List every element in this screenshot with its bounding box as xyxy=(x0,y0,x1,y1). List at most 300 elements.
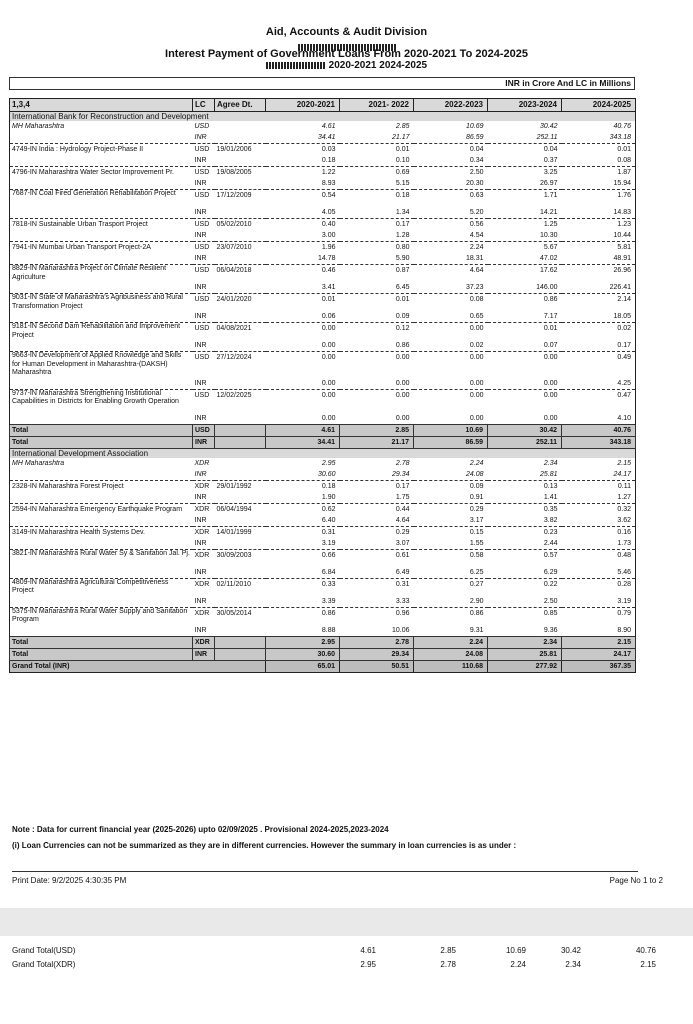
loan-currency-value: 0.86 xyxy=(321,609,336,617)
currency-code: USD xyxy=(194,146,210,153)
loan-currency-value: 0.00 xyxy=(543,391,558,399)
inr-value: 0.86 xyxy=(340,340,414,352)
total-value: 30.60 xyxy=(266,648,340,660)
loan-currency-value: 2.78 xyxy=(395,459,410,467)
currency-code: USD xyxy=(194,192,210,199)
total-value: 2.24 xyxy=(414,636,488,648)
currency-code: USD xyxy=(194,244,210,251)
currency-code: XDR xyxy=(194,528,210,536)
inr-value: 0.00 xyxy=(414,413,488,425)
agreement-date: 23/07/2010 xyxy=(216,244,252,251)
loan-description: 7687-IN Coal Fired Generation Rehabilitation Project xyxy=(10,190,193,208)
agreement-date: 17/12/2009 xyxy=(216,192,252,199)
spacer xyxy=(10,469,193,481)
loan-currency-value: 0.79 xyxy=(562,607,636,625)
loan-currency-value: 0.35 xyxy=(543,505,558,513)
agreement-date: 04/08/2021 xyxy=(216,325,252,332)
total-row-inr xyxy=(10,436,636,448)
currency-code: INR xyxy=(193,207,215,219)
currency-code: INR xyxy=(193,230,215,242)
loan-row-inr xyxy=(10,155,636,167)
agreement-date: 19/01/2006 xyxy=(216,146,252,153)
inr-value: 0.07 xyxy=(488,340,562,352)
loan-row-inr xyxy=(10,596,636,608)
loan-row xyxy=(10,480,636,492)
loan-currency-value: 0.00 xyxy=(543,354,558,361)
loan-currency-value: 0.03 xyxy=(321,146,336,153)
grand-total-xdr-value: 2.95 xyxy=(360,960,376,969)
loan-description: 7818-IN Sustainable Urban Trasport Project xyxy=(10,219,193,231)
loan-currency-value: 0.27 xyxy=(469,580,484,588)
currency-code: INR xyxy=(193,515,215,527)
total-value: 40.76 xyxy=(562,424,636,436)
agreement-date: 06/04/2018 xyxy=(216,267,252,274)
loan-row xyxy=(10,323,636,341)
inr-value: 1.28 xyxy=(340,230,414,242)
currency-code: USD xyxy=(194,267,210,274)
loan-description: 7941-IN Mumbai Urban Transport Project-2A xyxy=(10,242,193,254)
loan-currency-value: 0.46 xyxy=(321,267,336,274)
loan-currency-value: 0.12 xyxy=(395,325,410,332)
currency-code: XDR xyxy=(194,551,210,559)
currency-code: USD xyxy=(194,354,210,361)
agreement-date xyxy=(215,155,266,167)
loan-row xyxy=(10,503,636,515)
loan-currency-value: 0.04 xyxy=(543,146,558,153)
inr-value: 6.25 xyxy=(414,567,488,579)
agreement-date xyxy=(215,458,266,469)
total-value: 24.17 xyxy=(562,648,636,660)
column-header: 1,3,4 xyxy=(10,99,193,112)
agreement-date: 24/01/2020 xyxy=(216,296,252,303)
loan-currency-value: 0.01 xyxy=(321,296,336,303)
summary-name: MH Maharashtra xyxy=(10,458,193,469)
agreement-date: 05/02/2010 xyxy=(216,221,252,228)
spacer xyxy=(10,178,193,190)
inr-value: 14.78 xyxy=(266,253,340,265)
inr-value: 6.84 xyxy=(266,567,340,579)
inr-value: 1.27 xyxy=(562,492,636,504)
inr-value: 0.10 xyxy=(340,155,414,167)
loan-currency-value: 0.01 xyxy=(395,146,410,153)
spacer xyxy=(215,636,266,648)
currency-code: XDR xyxy=(194,505,210,513)
loan-currency-value: 0.00 xyxy=(321,354,336,361)
inr-value: 4.10 xyxy=(562,413,636,425)
spacer xyxy=(10,378,193,390)
inr-value: 0.06 xyxy=(266,311,340,323)
inr-value: 3.39 xyxy=(266,596,340,608)
inr-value: 24.17 xyxy=(562,469,636,481)
currency-code: INR xyxy=(193,311,215,323)
loan-description: 9031-IN State of Maharashtra's Agribusiness and Rural Transformation Project xyxy=(10,294,193,312)
grand-total-value: 277.92 xyxy=(488,660,562,672)
loan-currency-value: 2.34 xyxy=(543,459,558,467)
inr-value: 48.91 xyxy=(562,253,636,265)
loan-currency-value: 2.95 xyxy=(321,459,336,467)
column-header: 2021- 2022 xyxy=(340,99,414,112)
section-title: International Development Association xyxy=(10,448,636,458)
section-header xyxy=(10,448,636,458)
section-header xyxy=(10,112,636,122)
loan-currency-value: 0.00 xyxy=(469,325,484,332)
inr-value: 3.00 xyxy=(266,230,340,242)
loan-currency-value: 0.18 xyxy=(321,482,336,490)
spacer xyxy=(10,253,193,265)
inr-value: 3.33 xyxy=(340,596,414,608)
total-value: 29.34 xyxy=(340,648,414,660)
agreement-date xyxy=(215,132,266,144)
loan-currency-value: 10.69 xyxy=(465,123,484,130)
grand-total-usd-value: 2.85 xyxy=(440,946,456,955)
loan-currency-value: 40.76 xyxy=(562,121,636,132)
loan-currency-value: 0.66 xyxy=(321,551,336,559)
loan-currency-value: 0.32 xyxy=(562,503,636,515)
inr-value: 34.41 xyxy=(266,132,340,144)
loan-currency-value: 0.87 xyxy=(395,267,410,274)
agreement-date xyxy=(215,282,266,294)
loan-currency-value: 1.25 xyxy=(543,221,558,228)
loan-row xyxy=(10,352,636,378)
spacer xyxy=(215,648,266,660)
agreement-date: 27/12/2024 xyxy=(216,354,252,361)
total-label: Total xyxy=(10,436,193,448)
loan-description: 5375-IN Maharashtra Rural Water Supply and Sanitation Program xyxy=(10,607,193,625)
agreement-date xyxy=(215,625,266,637)
note-currencies: (i) Loan Currencies can not be summarized as they are in different currencies. However the summary in loan currencies is as under : xyxy=(12,841,517,850)
agreement-date xyxy=(215,340,266,352)
inr-value: 20.30 xyxy=(414,178,488,190)
loan-row-inr xyxy=(10,413,636,425)
agreement-date xyxy=(215,515,266,527)
inr-value: 0.34 xyxy=(414,155,488,167)
inr-value: 0.00 xyxy=(340,378,414,390)
spacer xyxy=(10,282,193,294)
loan-row xyxy=(10,167,636,179)
currency-code: INR xyxy=(193,178,215,190)
inr-value: 86.59 xyxy=(414,132,488,144)
column-header: 2020-2021 xyxy=(266,99,340,112)
loan-currency-value: 0.57 xyxy=(543,551,558,559)
agreement-date xyxy=(215,121,266,132)
loan-row xyxy=(10,607,636,625)
currency-code: INR xyxy=(193,648,215,660)
loan-currency-value: 0.31 xyxy=(395,580,410,588)
loan-currency-value: 5.67 xyxy=(543,244,558,251)
loan-description: 2594-IN Maharashtra Emergency Earthquake Program xyxy=(10,503,193,515)
agreement-date xyxy=(215,567,266,579)
grand-total-xdr-value: 2.34 xyxy=(565,960,581,969)
loan-currency-value: 1.96 xyxy=(321,244,336,251)
total-label: Total xyxy=(10,424,193,436)
spacer xyxy=(10,132,193,144)
inr-value: 0.18 xyxy=(266,155,340,167)
loan-currency-value: 0.09 xyxy=(469,482,484,490)
loan-currency-value: 0.15 xyxy=(469,528,484,536)
section-title: International Bank for Reconstruction and Development xyxy=(10,112,636,122)
loan-row xyxy=(10,549,636,567)
loan-currency-value: 0.80 xyxy=(395,244,410,251)
loan-row-inr xyxy=(10,253,636,265)
spacer xyxy=(10,492,193,504)
inr-value: 0.00 xyxy=(488,413,562,425)
inr-value: 0.37 xyxy=(488,155,562,167)
loan-currency-value: 0.44 xyxy=(395,505,410,513)
loan-row-inr xyxy=(10,178,636,190)
loan-description: 4809-IN Maharashtra Agricultural Competitiveness Project xyxy=(10,578,193,596)
inr-value: 10.06 xyxy=(340,625,414,637)
loan-currency-value: 1.76 xyxy=(562,190,636,208)
inr-value: 0.91 xyxy=(414,492,488,504)
currency-code: USD xyxy=(194,169,210,176)
loan-currency-value: 0.96 xyxy=(395,609,410,617)
loan-row xyxy=(10,578,636,596)
loan-description: 8829-IN Maharashtra Project on Climate Resilient Agriculture xyxy=(10,265,193,283)
loan-currency-value: 0.18 xyxy=(395,192,410,199)
currency-code: XDR xyxy=(193,636,215,648)
loan-currency-value: 0.85 xyxy=(543,609,558,617)
division-title: Aid, Accounts & Audit Division xyxy=(265,26,428,38)
inr-value: 0.65 xyxy=(414,311,488,323)
inr-value: 8.90 xyxy=(562,625,636,637)
total-row-inr xyxy=(10,648,636,660)
loan-description: 4749-IN India : Hydrology Project-Phase II xyxy=(10,144,193,156)
inr-value: 10.44 xyxy=(562,230,636,242)
inr-value: 252.11 xyxy=(488,132,562,144)
inr-value: 29.34 xyxy=(340,469,414,481)
inr-value: 3.41 xyxy=(266,282,340,294)
spacer xyxy=(10,230,193,242)
grand-total-xdr-value: 2.24 xyxy=(510,960,526,969)
grand-total-usd-value: 4.61 xyxy=(360,946,376,955)
agreement-date xyxy=(215,230,266,242)
total-value: 252.11 xyxy=(488,436,562,448)
total-value: 2.15 xyxy=(562,636,636,648)
total-label: Total xyxy=(10,648,193,660)
loan-currency-value: 0.40 xyxy=(321,221,336,228)
inr-value: 2.44 xyxy=(488,538,562,550)
inr-value: 5.20 xyxy=(414,207,488,219)
agreement-date xyxy=(215,492,266,504)
units-label: INR in Crore And LC in Millions xyxy=(9,77,635,90)
inr-value: 3.19 xyxy=(266,538,340,550)
loan-row-inr xyxy=(10,378,636,390)
inr-value: 146.00 xyxy=(488,282,562,294)
inr-value: 5.15 xyxy=(340,178,414,190)
loan-currency-value: 0.00 xyxy=(395,391,410,399)
loan-currency-value: 30.42 xyxy=(539,123,558,130)
inr-value: 9.36 xyxy=(488,625,562,637)
inr-value: 0.00 xyxy=(266,378,340,390)
summary-name: MH Maharashtra xyxy=(10,121,193,132)
spacer xyxy=(10,596,193,608)
loan-currency-value: 0.22 xyxy=(543,580,558,588)
total-row xyxy=(10,424,636,436)
loan-currency-value: 0.47 xyxy=(562,389,636,413)
loan-row xyxy=(10,265,636,283)
loan-currency-value: 0.01 xyxy=(543,325,558,332)
inr-value: 30.60 xyxy=(266,469,340,481)
inr-value: 15.94 xyxy=(562,178,636,190)
agreement-date xyxy=(215,207,266,219)
hindi-title-glyphs xyxy=(0,39,693,47)
inr-value: 4.64 xyxy=(340,515,414,527)
spacer xyxy=(10,413,193,425)
inr-value: 5.90 xyxy=(340,253,414,265)
loan-currency-value: 0.04 xyxy=(469,146,484,153)
grand-total-row xyxy=(10,660,636,672)
currency-code: USD xyxy=(194,325,210,332)
hindi-subtitle: 2020-2021 2024-2025 xyxy=(0,60,693,71)
loan-row xyxy=(10,219,636,231)
column-header-row xyxy=(10,99,636,112)
spacer xyxy=(10,567,193,579)
loan-currency-value: 0.01 xyxy=(562,144,636,156)
page-separator xyxy=(0,908,693,936)
currency-code: USD xyxy=(193,424,215,436)
grand-total-usd-label: Grand Total(USD) xyxy=(12,946,76,955)
loan-currency-value: 0.58 xyxy=(469,551,484,559)
inr-value: 0.08 xyxy=(562,155,636,167)
summary-row-inr xyxy=(10,132,636,144)
loan-row-inr xyxy=(10,567,636,579)
spacer xyxy=(215,424,266,436)
spacer xyxy=(10,311,193,323)
agreement-date xyxy=(215,253,266,265)
loan-currency-value: 0.13 xyxy=(543,482,558,490)
loan-currency-value: 0.17 xyxy=(395,221,410,228)
loan-currency-value: 2.14 xyxy=(562,294,636,312)
loan-currency-value: 4.64 xyxy=(469,267,484,274)
loan-currency-value: 5.81 xyxy=(562,242,636,254)
loan-row-inr xyxy=(10,311,636,323)
loan-currency-value: 0.11 xyxy=(562,480,636,492)
inr-value: 14.83 xyxy=(562,207,636,219)
column-header: 2024-2025 xyxy=(562,99,636,112)
inr-value: 0.17 xyxy=(562,340,636,352)
inr-value: 3.07 xyxy=(340,538,414,550)
grand-total-value: 50.51 xyxy=(340,660,414,672)
agreement-date xyxy=(215,413,266,425)
loan-currency-value: 0.63 xyxy=(469,192,484,199)
loan-currency-value: 0.69 xyxy=(395,169,410,176)
total-value: 2.95 xyxy=(266,636,340,648)
column-header: 2022-2023 xyxy=(414,99,488,112)
loan-currency-value: 0.33 xyxy=(321,580,336,588)
inr-value: 4.05 xyxy=(266,207,340,219)
loan-currency-value: 0.00 xyxy=(321,325,336,332)
inr-value: 47.02 xyxy=(488,253,562,265)
agreement-date: 19/08/2005 xyxy=(216,169,252,176)
inr-value: 3.62 xyxy=(562,515,636,527)
spacer xyxy=(215,436,266,448)
currency-code: USD xyxy=(194,123,210,130)
currency-code: INR xyxy=(193,567,215,579)
loan-row-inr xyxy=(10,625,636,637)
loan-currency-value: 0.56 xyxy=(469,221,484,228)
spacer xyxy=(10,340,193,352)
spacer xyxy=(10,207,193,219)
loan-description: 9663-IN Development of Applied Knowledge and Skills for Human Development in Maharashtra-(DAKSH) Maharashtra xyxy=(10,352,193,378)
loan-description: 3149-IN Maharashtra Health Systems Dev. xyxy=(10,526,193,538)
currency-code: INR xyxy=(193,378,215,390)
inr-value: 343.18 xyxy=(562,132,636,144)
loan-currency-value: 0.23 xyxy=(543,528,558,536)
inr-value: 7.17 xyxy=(488,311,562,323)
total-value: 24.08 xyxy=(414,648,488,660)
inr-value: 0.09 xyxy=(340,311,414,323)
currency-code: INR xyxy=(193,413,215,425)
inr-value: 1.75 xyxy=(340,492,414,504)
inr-value: 26.97 xyxy=(488,178,562,190)
total-value: 4.61 xyxy=(266,424,340,436)
currency-code: XDR xyxy=(194,459,210,467)
inr-value: 2.90 xyxy=(414,596,488,608)
currency-code: INR xyxy=(193,132,215,144)
inr-value: 1.73 xyxy=(562,538,636,550)
loan-currency-value: 0.00 xyxy=(469,354,484,361)
loan-currency-value: 1.22 xyxy=(321,169,336,176)
total-value: 343.18 xyxy=(562,436,636,448)
inr-value: 3.82 xyxy=(488,515,562,527)
loan-row xyxy=(10,190,636,208)
grand-summary xyxy=(0,946,693,974)
loan-description: 2328-IN Maharashtra Forest Project xyxy=(10,480,193,492)
loan-currency-value: 2.15 xyxy=(562,458,636,469)
currency-code: INR xyxy=(193,155,215,167)
grand-total-usd-value: 10.69 xyxy=(505,946,526,955)
loan-currency-value: 0.61 xyxy=(395,551,410,559)
grand-total-xdr-label: Grand Total(XDR) xyxy=(12,960,76,969)
print-date: Print Date: 9/2/2025 4:30:35 PM xyxy=(12,876,127,885)
total-value: 2.34 xyxy=(488,636,562,648)
inr-value: 37.23 xyxy=(414,282,488,294)
inr-value: 0.00 xyxy=(266,413,340,425)
summary-row-inr xyxy=(10,469,636,481)
loan-currency-value: 4.61 xyxy=(321,123,336,130)
loan-currency-value: 0.49 xyxy=(562,352,636,378)
grand-total-value: 65.01 xyxy=(266,660,340,672)
loan-currency-value: 0.31 xyxy=(321,528,336,536)
loan-row-inr xyxy=(10,340,636,352)
inr-value: 1.34 xyxy=(340,207,414,219)
loan-row-inr xyxy=(10,515,636,527)
loan-currency-value: 0.00 xyxy=(469,391,484,399)
inr-value: 6.45 xyxy=(340,282,414,294)
interest-payment-table xyxy=(9,98,636,673)
loan-row-inr xyxy=(10,230,636,242)
loan-currency-value: 0.28 xyxy=(562,578,636,596)
total-value: 30.42 xyxy=(488,424,562,436)
spacer xyxy=(10,625,193,637)
loan-currency-value: 0.54 xyxy=(321,192,336,199)
grand-total-usd-value: 30.42 xyxy=(560,946,581,955)
grand-total-label: Grand Total (INR) xyxy=(10,660,266,672)
inr-value: 0.02 xyxy=(414,340,488,352)
inr-value: 0.00 xyxy=(414,378,488,390)
inr-value: 2.50 xyxy=(488,596,562,608)
inr-value: 0.00 xyxy=(340,413,414,425)
inr-value: 10.30 xyxy=(488,230,562,242)
loan-row-inr xyxy=(10,207,636,219)
loan-currency-value: 17.62 xyxy=(539,267,558,274)
currency-code: USD xyxy=(194,391,210,399)
currency-code: XDR xyxy=(194,580,210,588)
currency-code: INR xyxy=(193,436,215,448)
loan-row xyxy=(10,526,636,538)
inr-value: 21.17 xyxy=(340,132,414,144)
inr-value: 4.25 xyxy=(562,378,636,390)
